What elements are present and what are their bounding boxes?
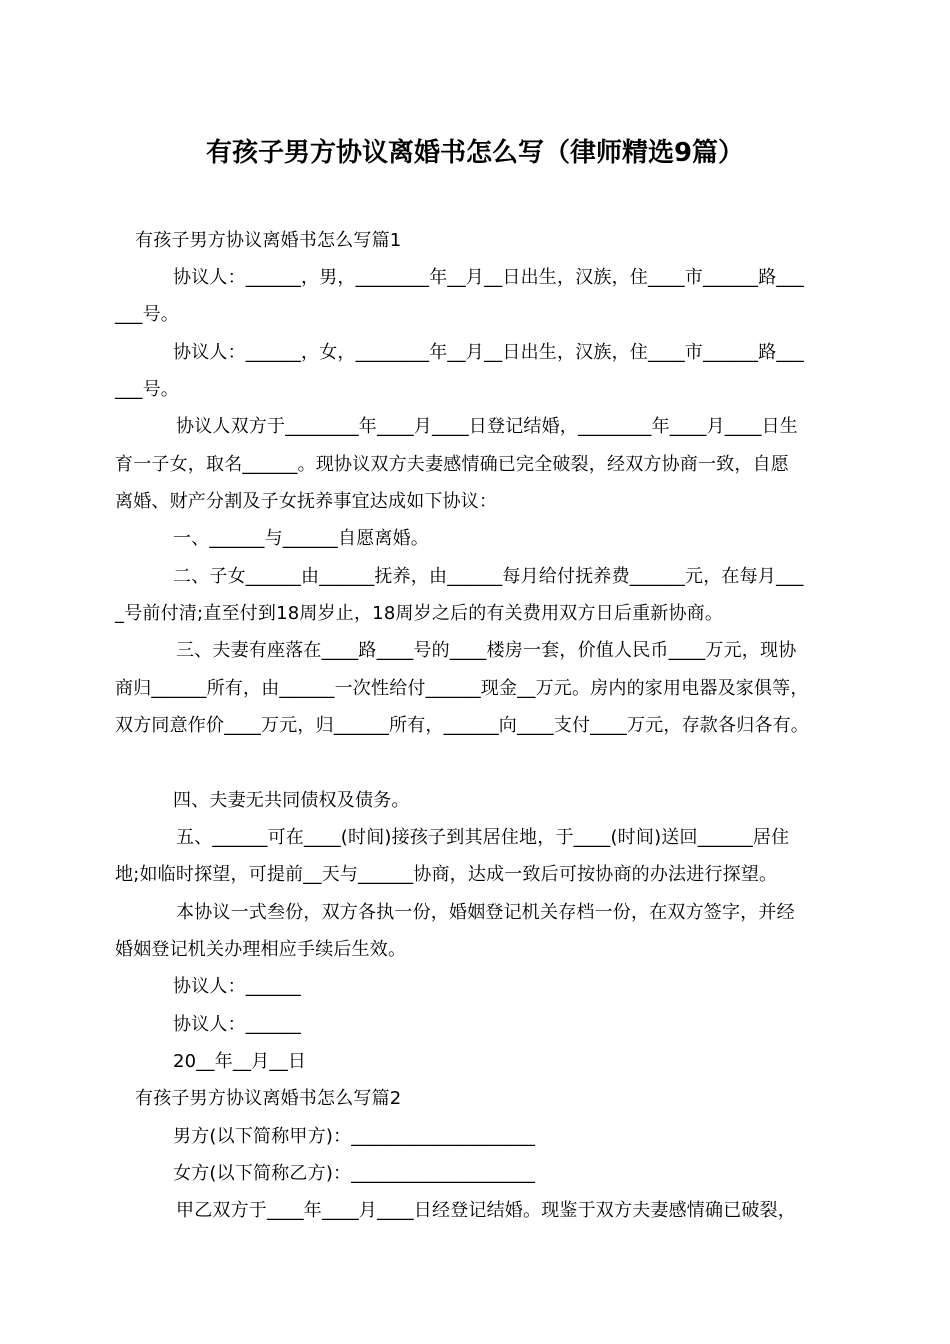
paragraph-line: ___号。: [115, 304, 179, 325]
signature-line: 协议人：______: [173, 976, 301, 997]
paragraph-line: 五、______可在____(时间)接孩子到其居住地，于____(时间)送回______居住: [176, 827, 790, 848]
paragraph-line: 三、夫妻有座落在____路____号的____楼房一套，价值人民币____万元，现协: [176, 640, 797, 661]
paragraph-line: 协议人双方于________年____月____日登记结婚，________年____月____日生: [176, 416, 798, 437]
paragraph-line: 婚姻登记机关办理相应手续后生效。: [115, 939, 407, 960]
paragraph-line: 协议人：______，男，________年__月__日出生，汉族，住____市______路___: [173, 267, 804, 288]
paragraph-line: 男方(以下简称甲方)：____________________: [173, 1126, 536, 1147]
paragraph-line: 四、夫妻无共同债权及债务。: [173, 790, 410, 811]
paragraph-line: 本协议一式叁份，双方各执一份，婚姻登记机关存档一份，在双方签字，并经: [176, 902, 795, 923]
date-line: 20__年__月__日: [173, 1051, 307, 1072]
paragraph-line: 女方(以下简称乙方)：____________________: [173, 1163, 536, 1184]
paragraph-line: 商归______所有，由______一次性给付______现金__万元。房内的家用电器及家俱等，: [115, 678, 809, 699]
paragraph-line: 协议人：______，女，________年__月__日出生，汉族，住____市______路___: [173, 342, 804, 363]
paragraph-line: 离婚、财产分割及子女抚养事宜达成如下协议：: [115, 491, 498, 512]
section-heading-2: 有孩子男方协议离婚书怎么写篇2: [135, 1088, 402, 1109]
paragraph-line: _号前付清;直至付到18周岁止，18周岁之后的有关费用双方日后重新协商。: [115, 603, 724, 624]
paragraph-line: 双方同意作价____万元，归______所有，______向____支付____万元，存款各归各有。: [115, 715, 809, 736]
section-heading-1: 有孩子男方协议离婚书怎么写篇1: [135, 230, 402, 251]
paragraph-line: 地;如临时探望，可提前__天与______协商，达成一致后可按协商的办法进行探望。: [115, 864, 778, 885]
paragraph-line: 二、子女______由______抚养，由______每月给付抚养费______元，在每月___: [173, 566, 804, 587]
document-title: 有孩子男方协议离婚书怎么写（律师精选9篇）: [205, 138, 745, 168]
paragraph-line: 育一子女，取名______。现协议双方夫妻感情确已完全破裂，经双方协商一致，自愿: [115, 454, 789, 475]
paragraph-line: ___号。: [115, 379, 179, 400]
paragraph-line: 甲乙双方于____年____月____日经登记结婚。现鉴于双方夫妻感情确已破裂，: [176, 1200, 796, 1221]
signature-line: 协议人：______: [173, 1014, 301, 1035]
paragraph-line: 一、______与______自愿离婚。: [173, 528, 429, 549]
